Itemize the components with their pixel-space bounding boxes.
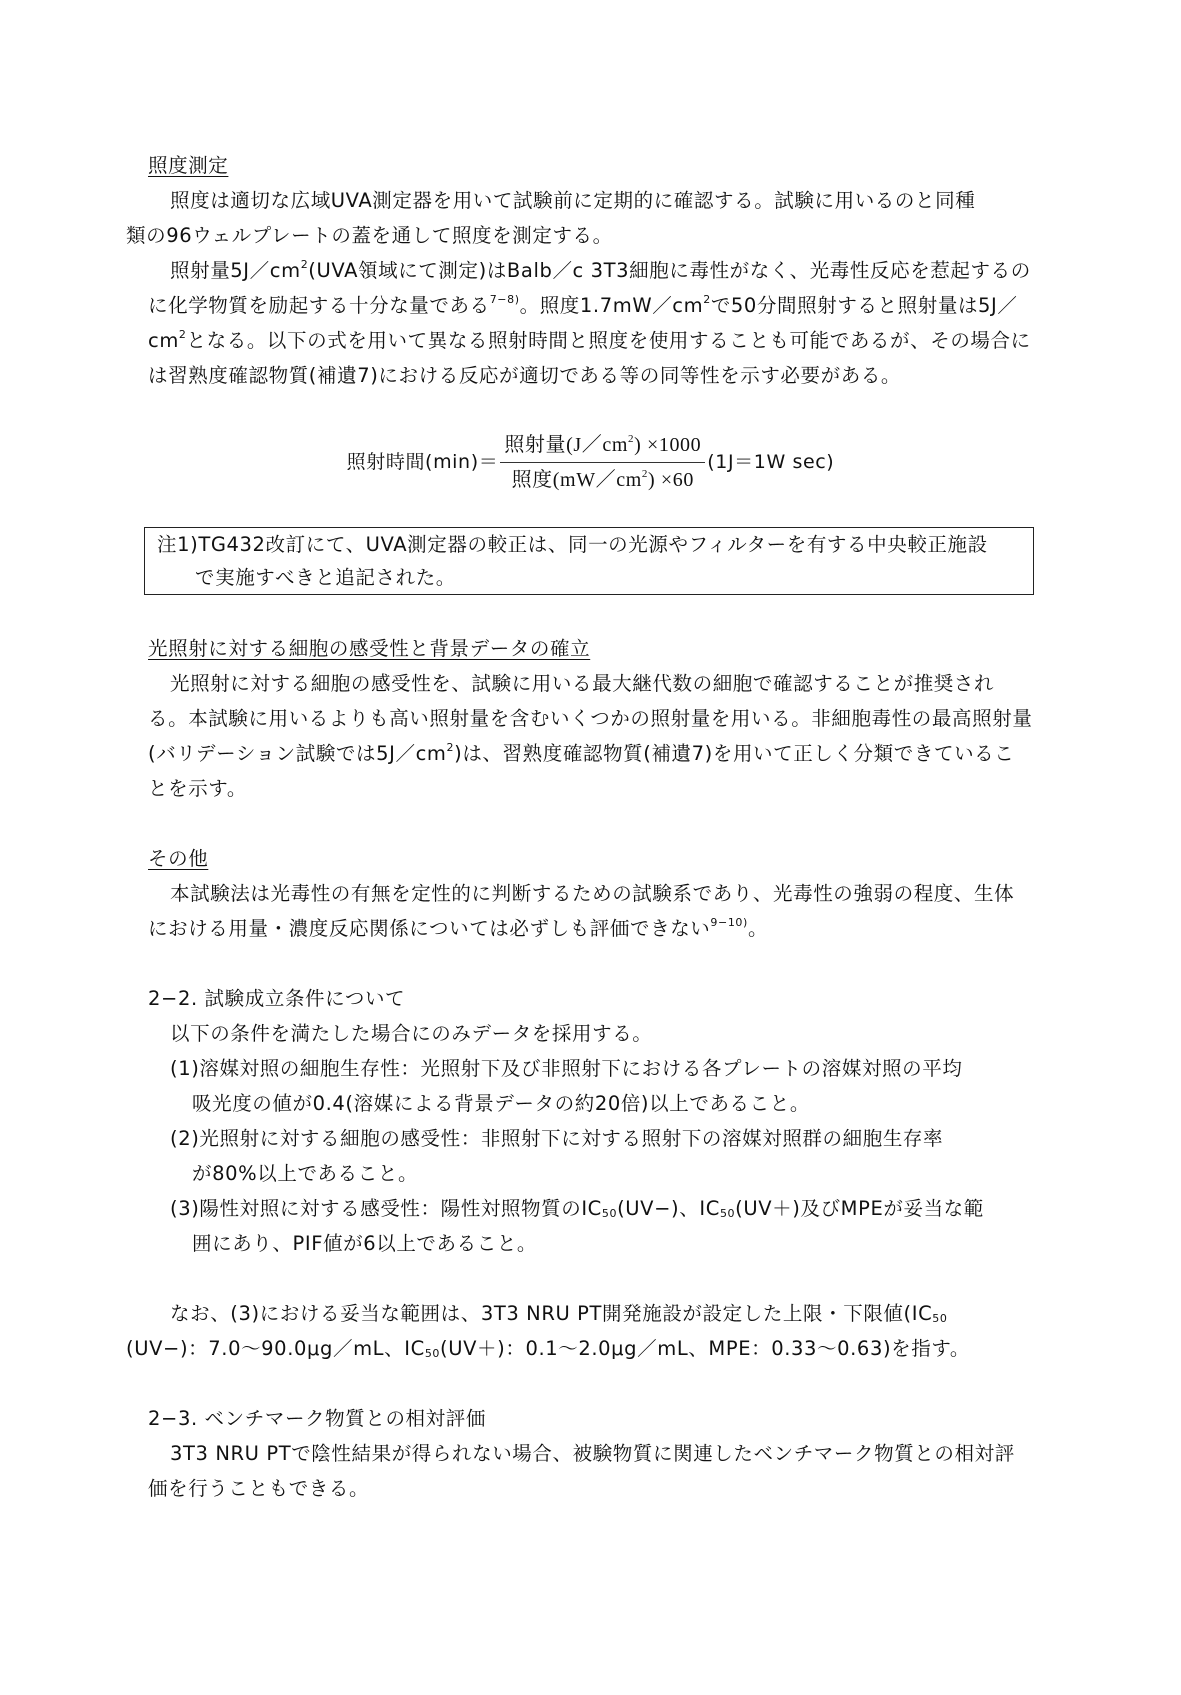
reference-superscript: 7−8): [489, 293, 520, 306]
formula-numerator: [500, 430, 705, 463]
text-run: となる。以下の式を用いて異なる照射時間と照度を使用することも可能であるが、: [186, 329, 931, 352]
paragraph-sensitivity: [148, 666, 1033, 806]
superscript: 2: [178, 328, 187, 341]
text-line: (1)溶媒対照の細胞生存性：光照射下及び非照射下における各プレートの溶媒対照の平均: [170, 1057, 963, 1080]
text-run: (UVA領域にて測定)はBalb／c 3T3細胞に毒性がなく、光毒性反応を惹起す: [308, 259, 991, 282]
superscript: 2: [628, 432, 635, 445]
text-run: で50分間照射すると照射量: [710, 294, 958, 317]
text-line: 囲にあり、PIF値が6以上であること。: [192, 1232, 538, 1255]
reference-superscript: 9−10): [710, 916, 748, 929]
superscript: 2: [300, 258, 309, 271]
text-run: 照射量5J／cm: [170, 259, 301, 282]
text-line: 類の96ウェルプレートの蓋を通して照度を測定する。: [126, 224, 613, 247]
text-run: (UV＋)：0.1〜2.0μg／mL、MPE：0.33〜0.63)を指す。: [440, 1337, 970, 1360]
text-run: 光照射に対する細胞の感受性を、試験に用いる最大継代数の細胞で確認することが推奨さ: [170, 672, 975, 695]
text-line: 吸光度の値が0.4(溶媒による背景データの約20倍)以上であること。: [192, 1092, 810, 1115]
paragraph-valid-range: [126, 1296, 1033, 1366]
text-run: )は、習熟度確認物質(補遺7)を用いて正しく分類: [454, 742, 894, 765]
text-run: ) ×60: [648, 468, 694, 491]
section-heading-other: その他: [148, 847, 209, 870]
formula-rhs: (1J＝1W sec): [707, 450, 835, 473]
text-run: 生体における用量・濃度反応関係については必ずしも評価できない: [148, 882, 1015, 940]
formula-denominator: [508, 463, 698, 495]
text-run: れる。本試験に用いるよりも高い照射量を含むいくつかの照射量を用いる。非細胞毒性の最: [148, 672, 995, 730]
subscript: 50: [932, 1312, 948, 1325]
text-run: 本試験法は光毒性の有無を定性的に判断するための試験系であり、光毒性の強弱の程度、: [170, 882, 975, 905]
document-page: [126, 148, 1033, 1506]
criterion-item-1: [148, 1051, 1033, 1121]
text-run: (UV−)、IC: [617, 1197, 720, 1220]
superscript: 2: [641, 467, 649, 480]
note-line-2: で実施すべきと追記された。: [195, 566, 456, 589]
criterion-item-3: [148, 1191, 1033, 1261]
text-run: 。: [747, 917, 769, 940]
formula-lhs: 照射時間(min)＝: [346, 450, 499, 473]
note-box: [144, 527, 1034, 595]
text-run: る。: [860, 364, 902, 387]
text-run: (UV−)：7.0〜90.0μg／mL、IC: [126, 1337, 425, 1360]
paragraph-benchmark: [148, 1436, 1033, 1506]
text-line: (2)光照射に対する細胞の感受性：非照射下に対する照射下の溶媒対照群の細胞生存率: [170, 1127, 944, 1150]
text-run: 評価を行うこともできる。: [148, 1442, 1015, 1500]
subscript: 50: [424, 1347, 441, 1360]
text-run: 。照度1.7mW／cm: [519, 294, 704, 317]
formula-fraction: [500, 430, 705, 495]
subscript: 50: [719, 1207, 736, 1220]
paragraph-acceptance-intro: 以下の条件を満たした場合にのみデータを採用する。: [170, 1022, 653, 1045]
paragraph-illuminance-1: [126, 183, 1033, 253]
text-run: その場合には習熟度確認物質(補遺7)における反応が適切である等の同等性を示す必要があ: [148, 329, 1031, 387]
text-run: るのに化学物質を励起する十分な量である: [148, 259, 1031, 317]
text-run: 照度(mW／cm: [511, 468, 642, 491]
section-heading-benchmark: 2−3. ベンチマーク物質との相対評価: [148, 1407, 486, 1430]
text-run: できていることを示す。: [148, 742, 1015, 800]
criterion-item-2: [148, 1121, 1033, 1191]
text-run: 照射量(J／cm: [504, 433, 628, 456]
irradiation-time-formula: [148, 427, 1033, 497]
superscript: 2: [446, 741, 455, 754]
text-run: (UV＋)及びMPEが妥当な範: [735, 1197, 984, 1220]
text-run: ) ×1000: [634, 433, 702, 456]
superscript: 2: [703, 293, 711, 306]
text-line: 照度は適切な広域UVA測定器を用いて試験前に定期的に確認する。試験に用いるのと同種: [170, 189, 976, 212]
paragraph-illuminance-2: [148, 253, 1033, 393]
text-run: は5J／cm: [148, 294, 1018, 352]
paragraph-other: [148, 876, 1033, 946]
subscript: 50: [601, 1207, 618, 1220]
text-run: なお、(3)における妥当な範囲は、3T3 NRU PT開発施設が設定した上限・下限値(IC: [170, 1302, 933, 1325]
text-run: 3T3 NRU PTで陰性結果が得られない場合、被験物質に関連したベンチマーク物質との相対: [170, 1442, 995, 1465]
text-line: が80%以上であること。: [192, 1162, 419, 1185]
section-heading-sensitivity: 光照射に対する細胞の感受性と背景データの確立: [148, 637, 591, 660]
section-heading-illuminance: 照度測定: [148, 154, 229, 177]
text-run: (3)陽性対照に対する感受性：陽性対照物質のIC: [170, 1197, 602, 1220]
section-heading-acceptance-criteria: 2−2. 試験成立条件について: [148, 987, 406, 1010]
note-line-1: 注1)TG432改訂にて、UVA測定器の較正は、同一の光源やフィルターを有する中央較正施設: [157, 533, 988, 556]
text-line: [170, 1197, 984, 1220]
text-run: 高照射量(バリデーション試験では5J／cm: [148, 707, 1033, 765]
